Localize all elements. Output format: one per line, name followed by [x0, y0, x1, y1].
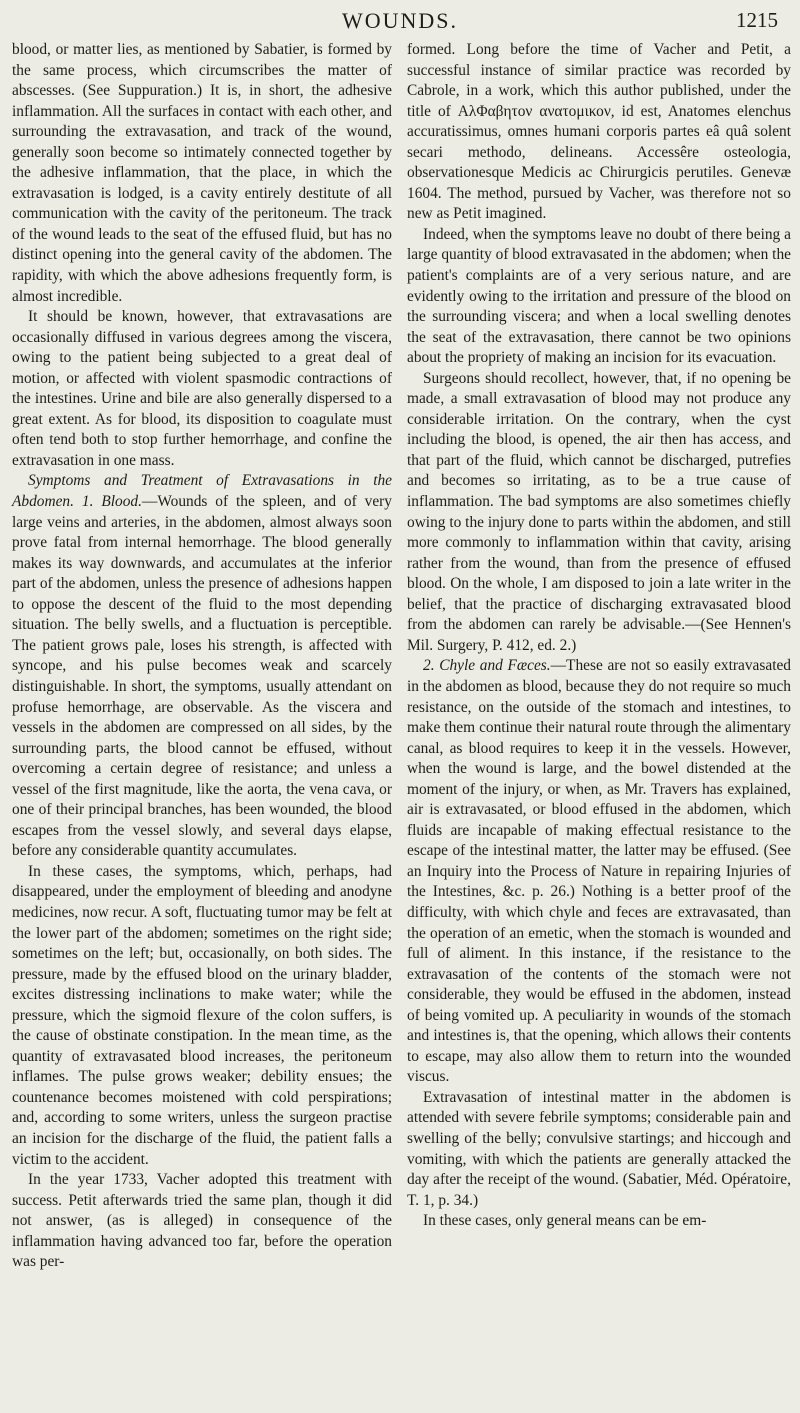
right-column: [407, 40, 791, 1232]
section-heading-extravasations: Symptoms and Treatment of Extravasations in the Abdomen.: [12, 472, 392, 511]
subsection-heading-blood: 1. Blood.: [81, 493, 142, 511]
right-paragraph-6: In these cases, only general means can be em-: [423, 1212, 707, 1230]
running-title: WOUNDS.: [341, 8, 459, 33]
right-paragraph-1: formed. Long before the time of Vacher and Petit, a successful instance of similar practice was recorded by Cabrole, in a work, which this author published, under the title of ΑλΦαβητον ανατομικον, id est, Anatomes elenchus accuratissimus, omnes humani corporis partes eâ quâ solent secari methodo, delineans. Accessêre osteologia, observationesque Medicis ac Chirurgicis perutiles. Genevæ 1604. The method, pursued by Vacher, was therefore not so new as Petit imagined.: [407, 41, 791, 223]
left-paragraph-4: In these cases, the symptoms, which, perhaps, had disappeared, under the employment of bleeding and anodyne medicines, now recur. A soft, fluctuating tumor may be felt at the lower part of the abdomen; sometimes on the right side; sometimes on the left; but, occasionally, on both sides. The pressure, made by the effused blood on the urinary bladder, excites distressing inclinations to make water; while the pressure, which the sigmoid flexure of the colon suffers, is the cause of obstinate constipation. In the mean time, as the quantity of extravasated blood increases, the peritoneum inflames. The pulse grows weaker; debility ensues; the countenance becomes moistened with cold perspirations; and, according to some writers, unless the surgeon practise an incision for the discharge of the fluid, the patient falls a victim to the accident.: [12, 862, 392, 1168]
right-paragraph-4-text: —These are not so easily extravasated in the abdomen as blood, because they do not require so much resistance, on the outside of the stomach and intestines, to make them continue their natural route through the alimentary canal, as blood requires to keep it in the vessels. However, when the wound is large, and the bowel distended at the moment of the injury, or when, as Mr. Travers has explained, air is extravasated, or blood effused in the abdomen, which fluids are incapable of making effectual resistance to the escape of the intestinal matter, the latter may be effused. (See an Inquiry into the Process of Nature in repairing Injuries of the Intestines, &c. p. 26.) Nothing is a better proof of the difficulty, with which chyle and feces are extravasated, than the operation of an emetic, when the stomach is wounded and full of aliment. In this instance, if the resistance to the extravasation of the contents of the stomach were not considerable, they would be effused in the abdomen, instead of being vomited up. A peculiarity in wounds of the stomach and intestines is, that the opening, which allows their contents to escape, may also allow them to return into the wounded viscus.: [407, 657, 791, 1086]
left-paragraph-3: [12, 471, 392, 861]
right-paragraph-4: [407, 656, 791, 1087]
left-paragraph-2: It should be known, however, that extravasations are occasionally diffused in various degrees among the viscera, owing to the patient being subjected to a great deal of motion, or affected with violent spasmodic contractions of the intestines. Urine and bile are also generally dispersed to a great extent. As for blood, its disposition to coagulate must often tend both to stop further hemorrhage, and confine the extravasation in one mass.: [12, 308, 392, 469]
left-column: [12, 40, 392, 1273]
left-paragraph-5: In the year 1733, Vacher adopted this treatment with success. Petit afterwards tried the same plan, though it did not answer, (as is alleged) in consequence of the inflammation having advanced too far, before the operation was per-: [12, 1171, 392, 1271]
page-number: 1215: [736, 8, 778, 32]
left-paragraph-3-text: —Wounds of the spleen, and of very large veins and arteries, in the abdomen, almost always soon prove fatal from internal hemorrhage. The blood generally makes its way downwards, and accumulates at the inferior part of the abdomen, unless the presence of adhesions happen to oppose the descent of the fluid to the most depending situation. The belly swells, and a fluctuation is perceptible. The patient grows pale, loses his strength, is affected with syncope, and his pulse becomes weak and scarcely distinguishable. In short, the symptoms, usually attendant on profuse hemorrhage, are observable. As the viscera and vessels in the abdomen are compressed on all sides, by the surrounding parts, the blood cannot be effused, without overcoming a certain degree of resistance; and unless a vessel of the first magnitude, like the aorta, the vena cava, or one of their principal branches, has been wounded, the blood escapes from the vessel slowly, and several days elapse, before any considerable quantity accumulates.: [12, 493, 392, 860]
right-paragraph-3: Surgeons should recollect, however, that, if no opening be made, a small extravasation of blood may not produce any considerable irritation. On the contrary, when the cyst including the blood, is opened, the air then has access, and that part of the fluid, which cannot be discharged, putrefies and becomes so irritating, as to be a true cause of inflammation. The bad symptoms are also sometimes chiefly owing to the injury done to parts within the abdomen, and still more commonly to inflammation within that cavity, arising rather from the wound, than from the presence of effused blood. On the whole, I am disposed to join a late writer in the belief, that the practice of discharging extravasated blood from the abdomen can rarely be advisable.—(See Hennen's Mil. Surgery, P. 412, ed. 2.): [407, 369, 791, 654]
right-paragraph-2: Indeed, when the symptoms leave no doubt of there being a large quantity of blood extravasated in the abdomen; when the patient's complaints are of a very serious nature, and are evidently owing to the irritation and pressure of the blood on the surrounding viscera; and when a local swelling denotes the seat of the extravasation, there cannot be two opinions about the propriety of making an incision for its evacuation.: [407, 225, 791, 367]
running-head: [0, 8, 800, 36]
left-paragraph-1: blood, or matter lies, as mentioned by Sabatier, is formed by the same process, which circumscribes the matter of abscesses. (See Suppuration.) It is, in short, the adhesive inflammation. All the surfaces in contact with each other, and surrounding the extravasation, and track of the wound, generally soon become so intimately connected together by the adhesive inflammation, that the place, in which the extravasation is lodged, is a cavity entirely destitute of all communication with the cavity of the peritoneum. The track of the wound leads to the seat of the effused fluid, but has no distinct opening into the general cavity of the abdomen. The rapidity, with which the above adhesions frequently form, is almost incredible.: [12, 41, 392, 305]
subsection-heading-chyle: 2. Chyle and Fæces.: [423, 657, 551, 675]
right-paragraph-5: Extravasation of intestinal matter in the abdomen is attended with severe febrile symptoms; considerable pain and swelling of the belly; convulsive startings; and hiccough and vomiting, with which the patients are generally attacked the day after the receipt of the wound. (Sabatier, Méd. Opératoire, T. 1, p. 34.): [407, 1088, 791, 1209]
